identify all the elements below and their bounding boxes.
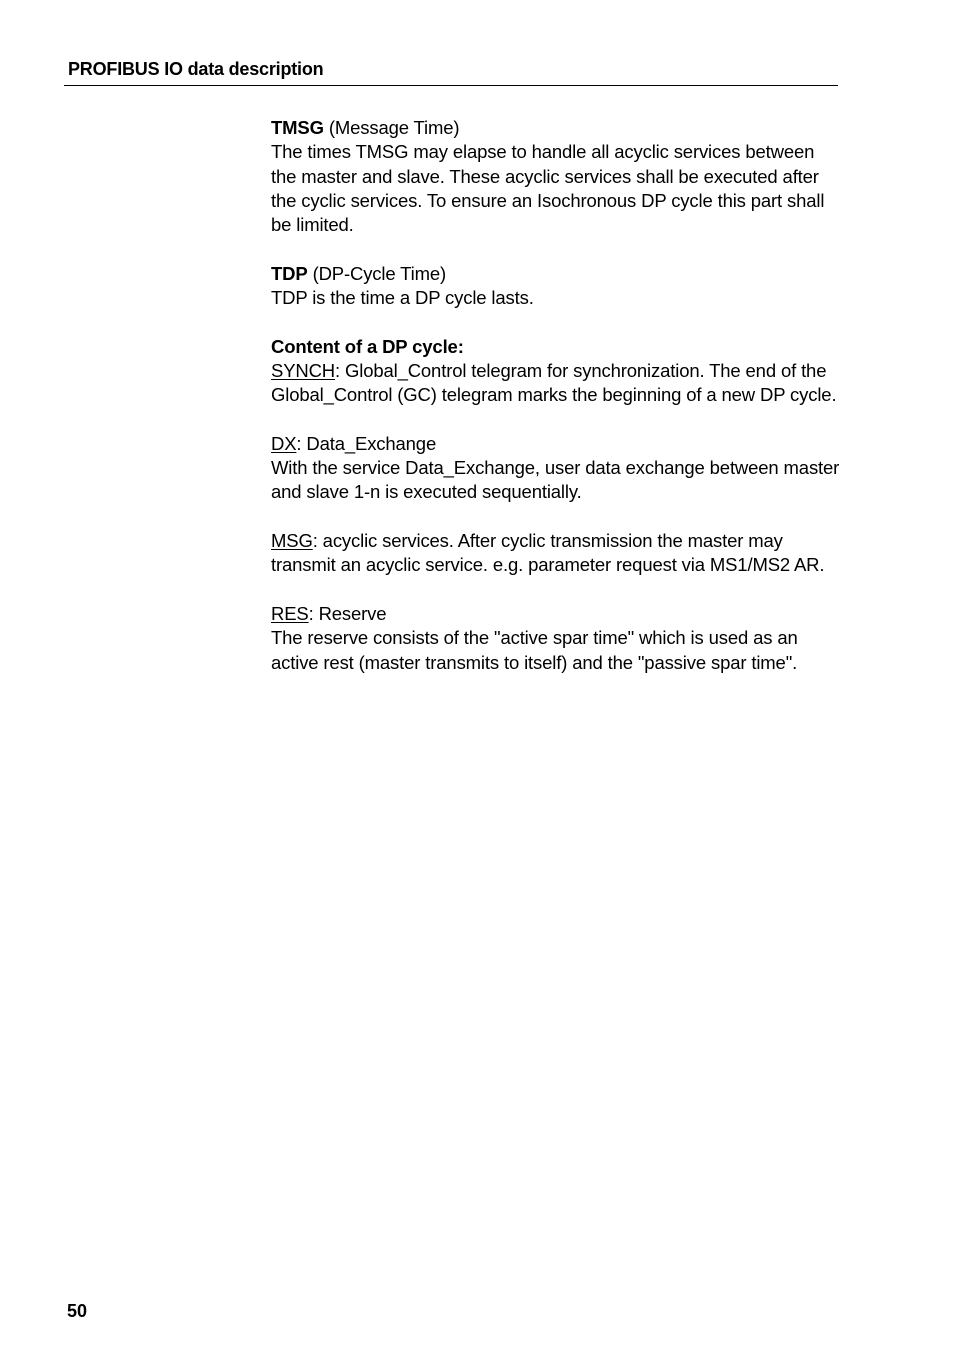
msg-paragraph [271,529,841,578]
dx-term: DX [271,432,297,454]
page-number: 50 [67,1301,88,1321]
msg-section [271,529,841,578]
page-content [271,116,841,699]
synch-paragraph [271,359,841,408]
synch-term: SYNCH [271,359,336,381]
tdp-section [271,262,841,311]
dx-title-line [271,432,841,456]
res-section [271,602,841,675]
tmsg-expansion: (Message Time) [328,117,460,138]
res-term: RES [271,602,309,624]
tdp-title-line [271,262,841,286]
dp-cycle-section [271,335,841,408]
tdp-description: TDP is the time a DP cycle lasts. [271,287,534,309]
tmsg-title-line [271,116,841,140]
tmsg-section [271,116,841,237]
dx-section [271,432,841,505]
res-description: The reserve consists of the "active spar time" which is used as an active rest (master transmits to itself) and the "passive spar time". [271,627,798,673]
dp-cycle-heading: Content of a DP cycle: [271,335,464,357]
synch-text: : Global_Control telegram for synchronization. The end of the Global_Control (GC) telegram marks the beginning of a new DP cycle. [271,359,837,406]
tmsg-description: The times TMSG may elapse to handle all acyclic services between the master and slave. These acyclic services shall be executed after the cyclic services. To ensure an Isochronous DP cycle this part shall be limited. [271,141,825,236]
tdp-expansion: (DP-Cycle Time) [312,262,446,284]
msg-text: : acyclic services. After cyclic transmission the master may transmit an acyclic service. e.g. parameter request via MS1/MS2 AR. [271,530,825,576]
dx-text: : Data_Exchange [296,432,437,454]
res-title-line [271,602,841,626]
header-title: PROFIBUS IO data description [68,59,324,79]
dx-description: With the service Data_Exchange, user data exchange between master and slave 1-n is executed sequentially. [271,457,840,503]
tdp-term: TDP [271,262,308,284]
page-header [64,58,838,86]
tmsg-term: TMSG [271,117,324,138]
msg-term: MSG [271,530,313,552]
res-text: : Reserve [308,602,387,624]
